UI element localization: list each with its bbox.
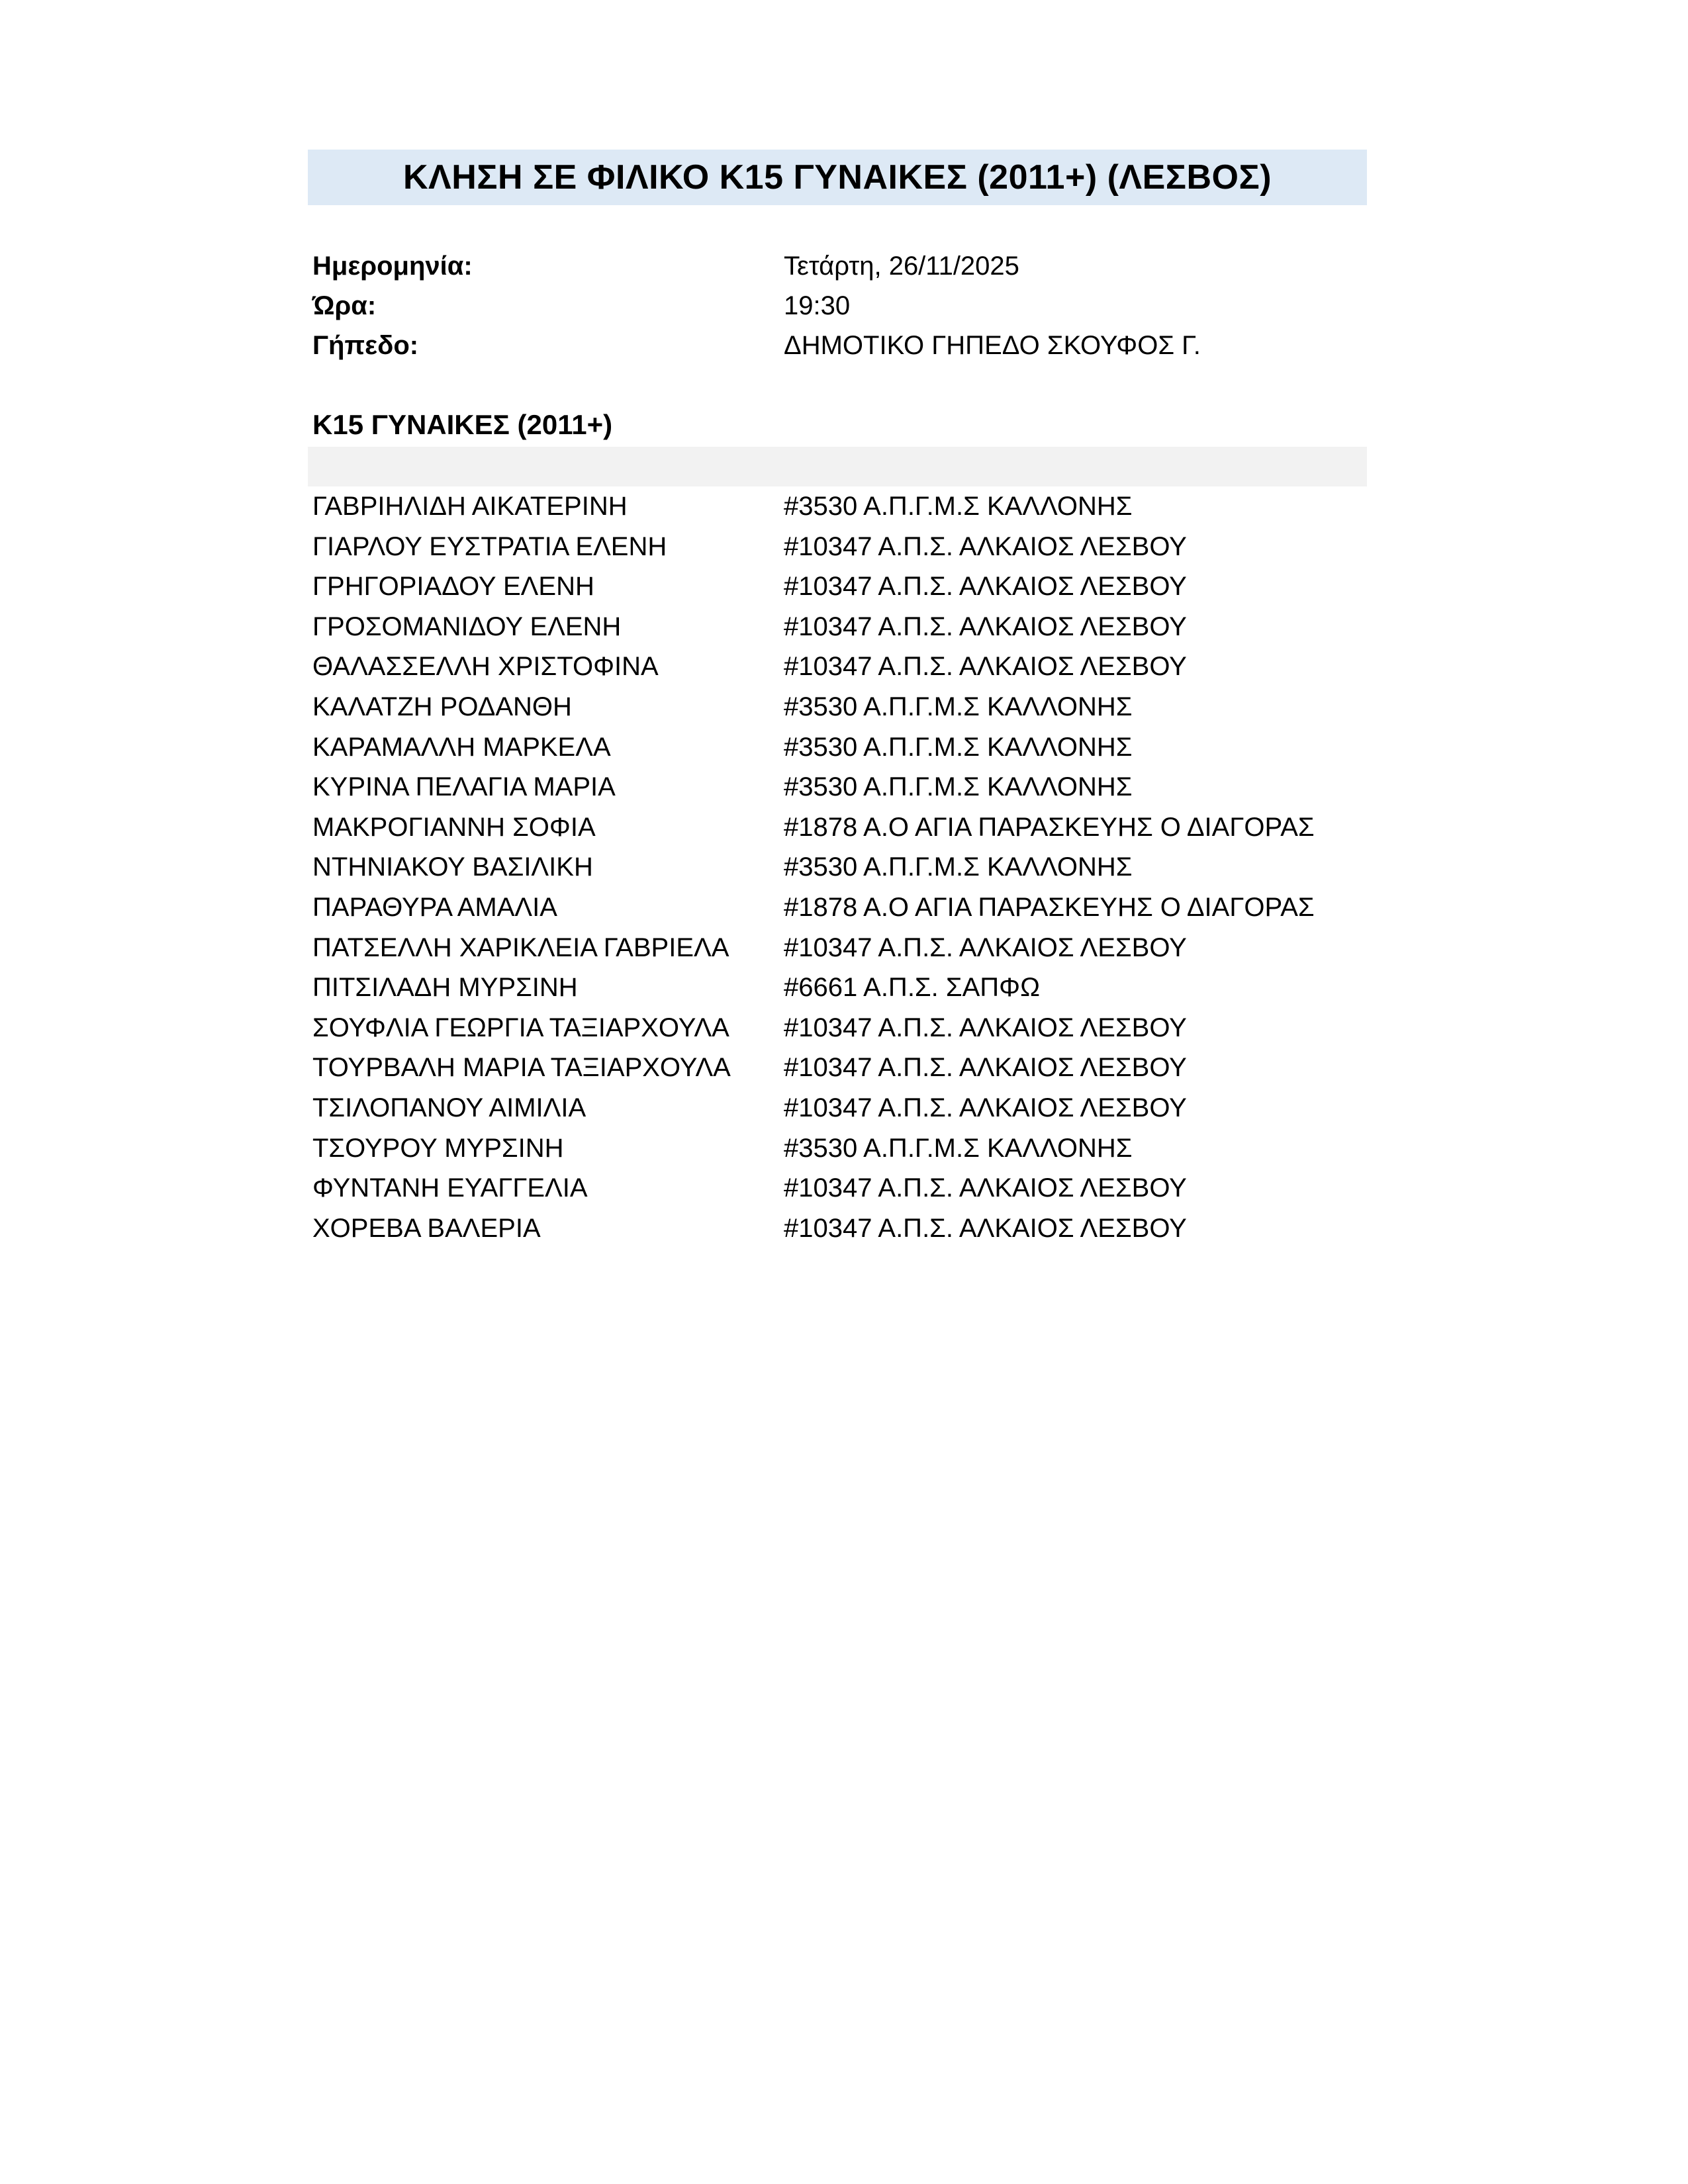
player-club: #10347 Α.Π.Σ. ΑΛΚΑΙΟΣ ΛΕΣΒΟΥ xyxy=(784,572,1187,602)
player-row xyxy=(312,1048,1365,1088)
player-row xyxy=(312,527,1365,567)
player-name: ΚΑΛΑΤΖΗ ΡΟΔΑΝΘΗ xyxy=(312,692,572,721)
player-name: ΤΟΥΡΒΑΛΗ ΜΑΡΙΑ ΤΑΞΙΑΡΧΟΥΛΑ xyxy=(312,1053,731,1083)
player-club: #10347 Α.Π.Σ. ΑΛΚΑΙΟΣ ΛΕΣΒΟΥ xyxy=(784,1013,1187,1042)
player-row xyxy=(312,1008,1365,1048)
section-title: Κ15 ΓΥΝΑΙΚΕΣ (2011+) xyxy=(312,409,613,440)
player-name: ΓΑΒΡΙΗΛΙΔΗ ΑΙΚΑΤΕΡΙΝΗ xyxy=(312,492,628,521)
player-club: #10347 Α.Π.Σ. ΑΛΚΑΙΟΣ ΛΕΣΒΟΥ xyxy=(784,531,1187,561)
player-row xyxy=(312,968,1365,1008)
player-name: ΚΥΡΙΝΑ ΠΕΛΑΓΙΑ ΜΑΡΙΑ xyxy=(312,772,616,802)
player-row xyxy=(312,567,1365,607)
player-row xyxy=(312,767,1365,807)
title-banner xyxy=(308,150,1367,205)
player-row xyxy=(312,1168,1365,1208)
player-row xyxy=(312,928,1365,968)
player-club: #3530 Α.Π.Γ.Μ.Σ ΚΑΛΛΟΝΗΣ xyxy=(784,772,1133,802)
player-row xyxy=(312,807,1365,848)
player-name: ΠΙΤΣΙΛΑΔΗ ΜΥΡΣΙΝΗ xyxy=(312,973,578,1003)
player-club: #10347 Α.Π.Σ. ΑΛΚΑΙΟΣ ΛΕΣΒΟΥ xyxy=(784,1173,1187,1203)
venue-value: ΔΗΜΟΤΙΚΟ ΓΗΠΕΔΟ ΣΚΟΥΦΟΣ Γ. xyxy=(784,331,1201,360)
player-name: ΦΥΝΤΑΝΗ ΕΥΑΓΓΕΛΙΑ xyxy=(312,1173,588,1203)
player-club: #10347 Α.Π.Σ. ΑΛΚΑΙΟΣ ΛΕΣΒΟΥ xyxy=(784,612,1187,641)
date-value: Τετάρτη, 26/11/2025 xyxy=(784,251,1019,281)
player-club: #1878 Α.Ο ΑΓΙΑ ΠΑΡΑΣΚΕΥΗΣ Ο ΔΙΑΓΟΡΑΣ xyxy=(784,892,1315,922)
player-club: #10347 Α.Π.Σ. ΑΛΚΑΙΟΣ ΛΕΣΒΟΥ xyxy=(784,652,1187,682)
time-label: Ώρα: xyxy=(312,291,377,320)
player-club: #10347 Α.Π.Σ. ΑΛΚΑΙΟΣ ΛΕΣΒΟΥ xyxy=(784,933,1187,962)
player-club: #10347 Α.Π.Σ. ΑΛΚΑΙΟΣ ΛΕΣΒΟΥ xyxy=(784,1213,1187,1243)
player-club: #3530 Α.Π.Γ.Μ.Σ ΚΑΛΛΟΝΗΣ xyxy=(784,852,1133,882)
player-row xyxy=(312,1208,1365,1249)
player-name: ΝΤΗΝΙΑΚΟΥ ΒΑΣΙΛΙΚΗ xyxy=(312,852,593,882)
date-label: Ημερομηνία: xyxy=(312,251,473,281)
date-row xyxy=(312,246,1365,286)
player-row xyxy=(312,1128,1365,1169)
table-header-band xyxy=(308,447,1367,486)
player-name: ΤΣΟΥΡΟΥ ΜΥΡΣΙΝΗ xyxy=(312,1133,564,1163)
player-name: ΤΣΙΛΟΠΑΝΟΥ ΑΙΜΙΛΙΑ xyxy=(312,1093,586,1122)
player-row xyxy=(312,847,1365,887)
venue-label: Γήπεδο: xyxy=(312,331,419,360)
player-club: #1878 Α.Ο ΑΓΙΑ ΠΑΡΑΣΚΕΥΗΣ Ο ΔΙΑΓΟΡΑΣ xyxy=(784,812,1315,842)
time-row xyxy=(312,286,1365,326)
player-name: ΠΑΤΣΕΛΛΗ ΧΑΡΙΚΛΕΙΑ ΓΑΒΡΙΕΛΑ xyxy=(312,933,729,962)
player-row xyxy=(312,607,1365,647)
player-name: ΣΟΥΦΛΙΑ ΓΕΩΡΓΙΑ ΤΑΞΙΑΡΧΟΥΛΑ xyxy=(312,1013,729,1042)
player-club: #3530 Α.Π.Γ.Μ.Σ ΚΑΛΛΟΝΗΣ xyxy=(784,1133,1133,1163)
player-list xyxy=(312,486,1365,1248)
player-name: ΓΡΗΓΟΡΙΑΔΟΥ ΕΛΕΝΗ xyxy=(312,572,594,602)
player-name: ΧΟΡΕΒΑ ΒΑΛΕΡΙΑ xyxy=(312,1213,541,1243)
time-value: 19:30 xyxy=(784,291,851,320)
player-club: #6661 Α.Π.Σ. ΣΑΠΦΩ xyxy=(784,973,1040,1003)
page-title: ΚΛΗΣΗ ΣΕ ΦΙΛΙΚΟ Κ15 ΓΥΝΑΙΚΕΣ (2011+) (ΛΕΣΒΟΣ) xyxy=(402,158,1272,197)
player-name: ΚΑΡΑΜΑΛΛΗ ΜΑΡΚΕΛΑ xyxy=(312,732,611,762)
player-club: #3530 Α.Π.Γ.Μ.Σ ΚΑΛΛΟΝΗΣ xyxy=(784,732,1133,762)
venue-row xyxy=(312,326,1365,365)
player-row xyxy=(312,727,1365,768)
player-club: #3530 Α.Π.Γ.Μ.Σ ΚΑΛΛΟΝΗΣ xyxy=(784,692,1133,721)
player-row xyxy=(312,647,1365,687)
player-row xyxy=(312,687,1365,727)
player-row xyxy=(312,1088,1365,1128)
player-name: ΘΑΛΑΣΣΕΛΛΗ ΧΡΙΣΤΟΦΙΝΑ xyxy=(312,652,659,682)
player-name: ΓΙΑΡΛΟΥ ΕΥΣΤΡΑΤΙΑ ΕΛΕΝΗ xyxy=(312,531,667,561)
player-club: #3530 Α.Π.Γ.Μ.Σ ΚΑΛΛΟΝΗΣ xyxy=(784,492,1133,521)
player-club: #10347 Α.Π.Σ. ΑΛΚΑΙΟΣ ΛΕΣΒΟΥ xyxy=(784,1093,1187,1122)
player-row xyxy=(312,887,1365,928)
player-name: ΠΑΡΑΘΥΡΑ ΑΜΑΛΙΑ xyxy=(312,892,557,922)
player-name: ΜΑΚΡΟΓΙΑΝΝΗ ΣΟΦΙΑ xyxy=(312,812,596,842)
player-name: ΓΡΟΣΟΜΑΝΙΔΟΥ ΕΛΕΝΗ xyxy=(312,612,622,641)
player-club: #10347 Α.Π.Σ. ΑΛΚΑΙΟΣ ΛΕΣΒΟΥ xyxy=(784,1053,1187,1083)
player-row xyxy=(312,486,1365,527)
